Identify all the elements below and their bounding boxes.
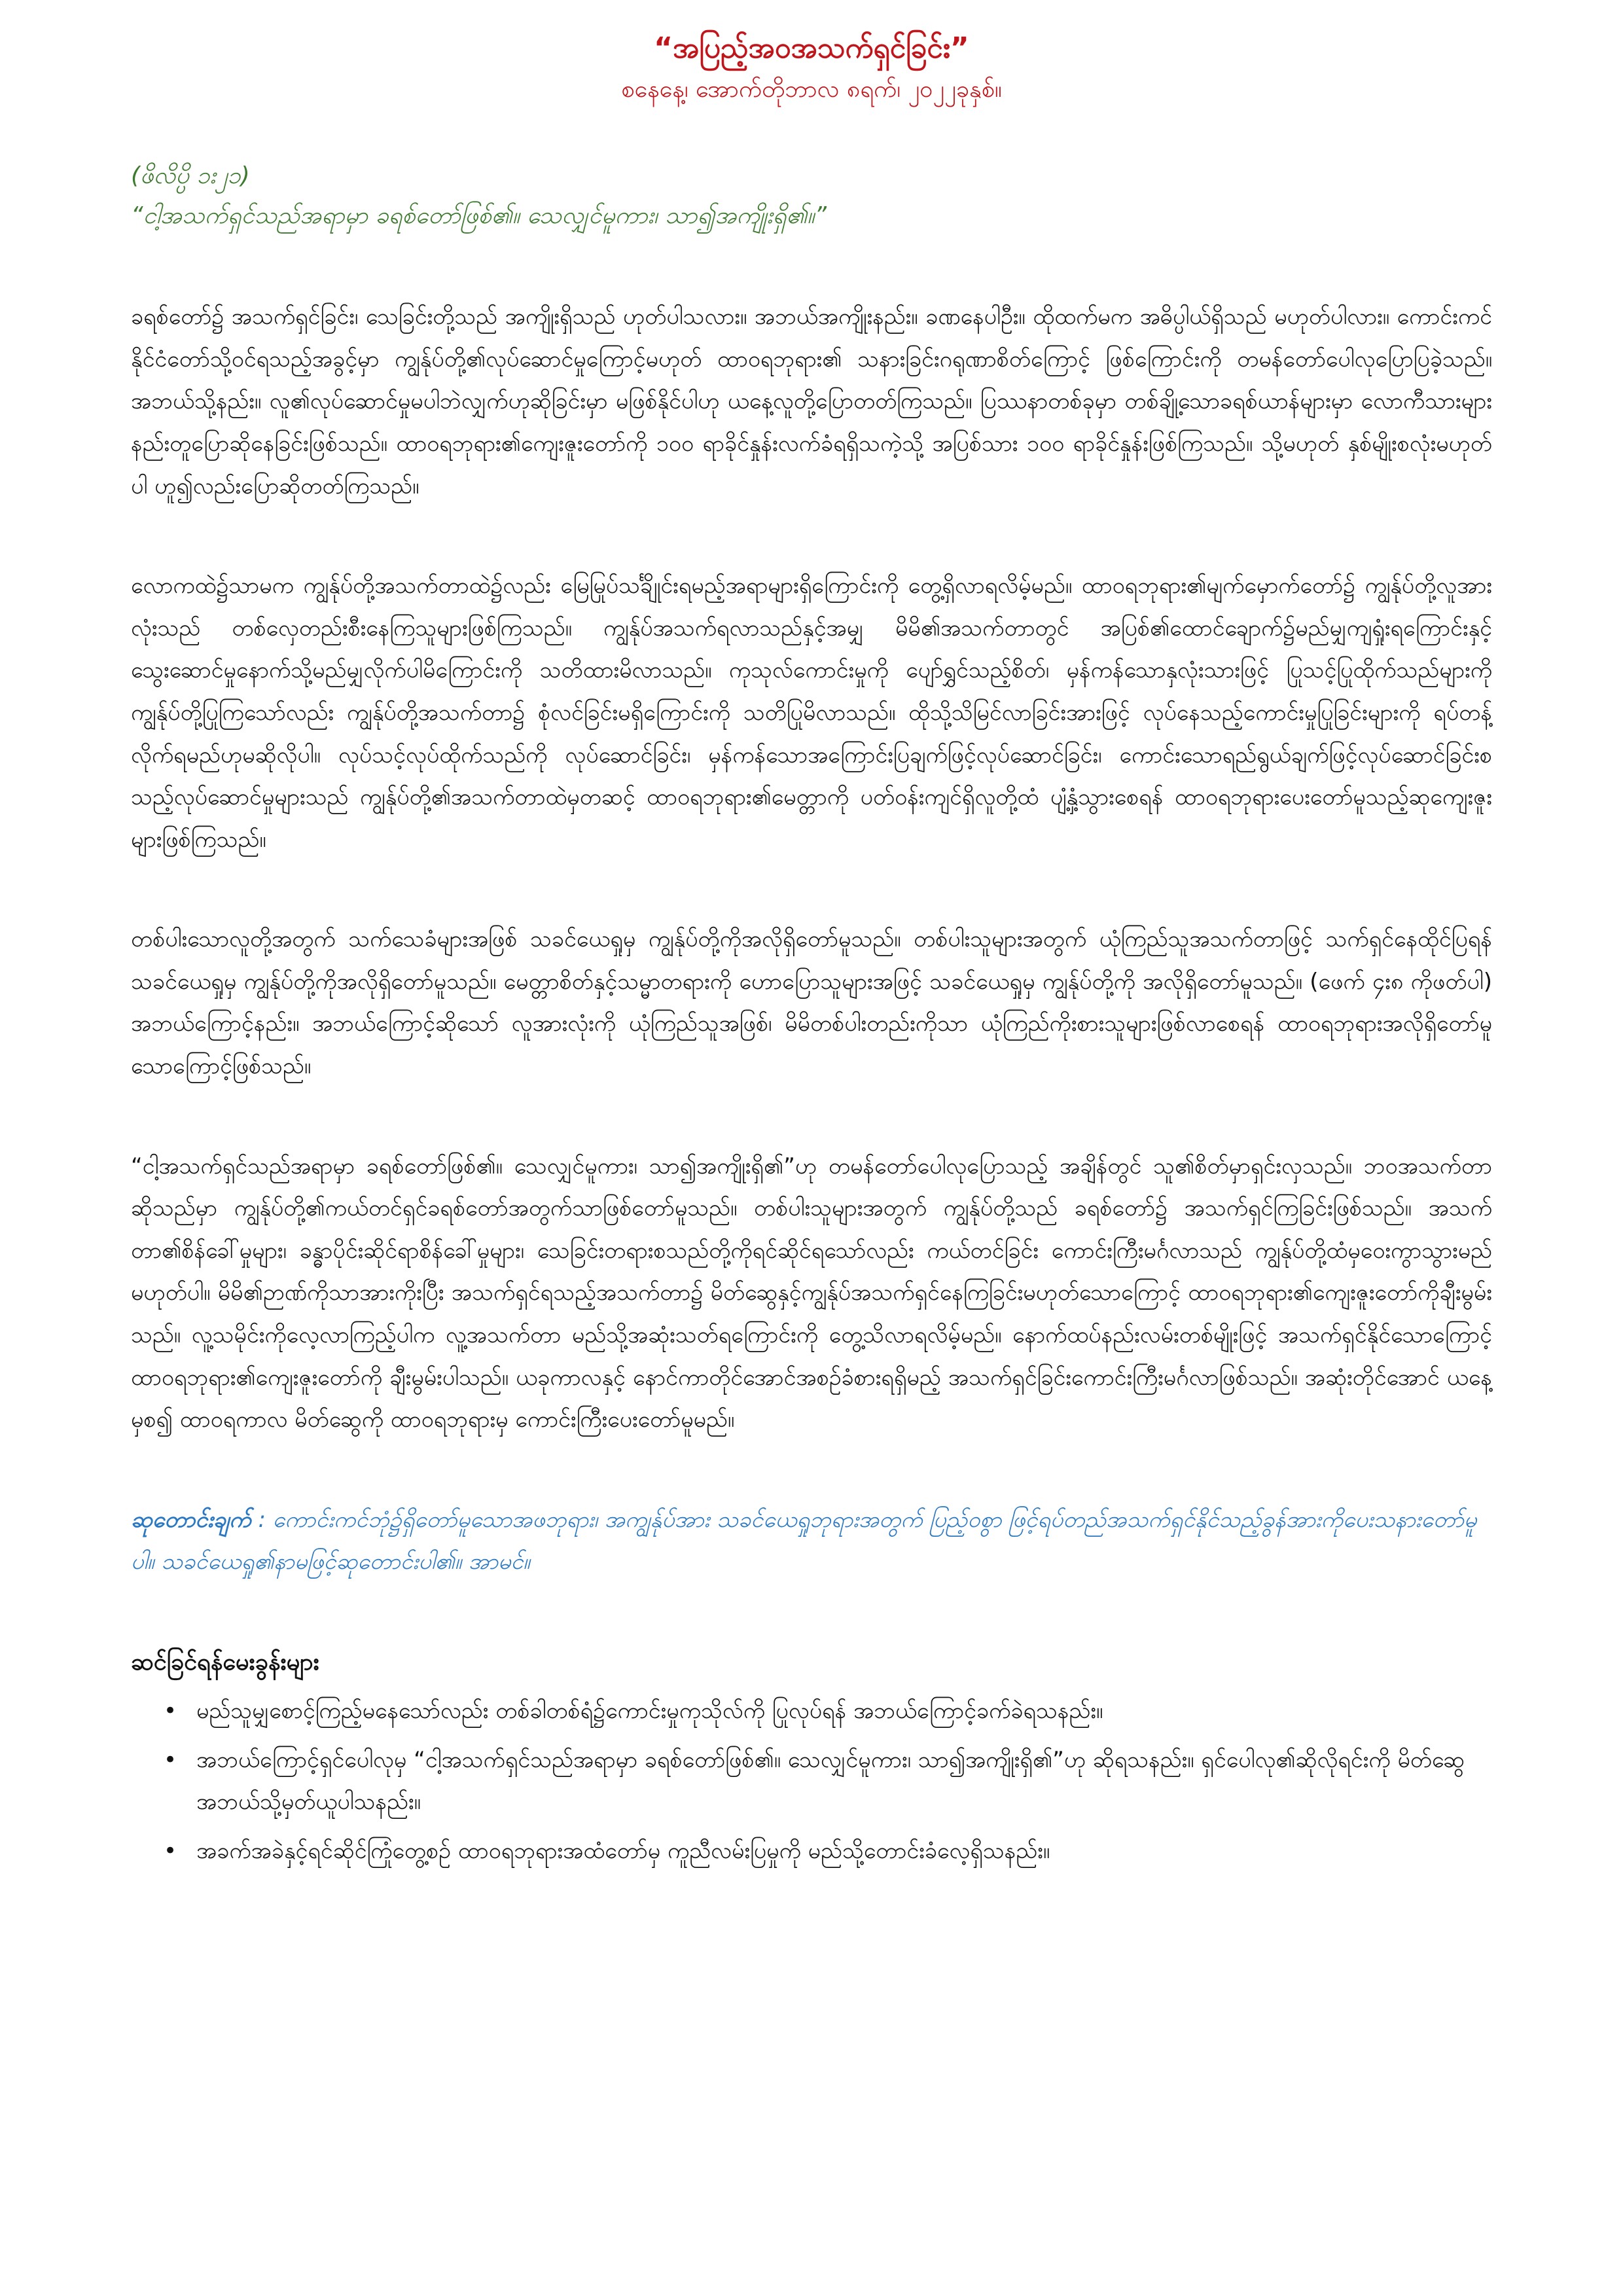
body-paragraph-2: လောကထဲ၌သာမက ကျွန်ုပ်တို့အသက်တာထဲ၌လည်း မြေမြုပ်သင်္ချိုင်းရမည့်အရာများရှိကြောင်းကို တွေ့ရှိလာရလိမ့်မည်။ ထာဝရဘုရား၏မျက်မှောက်တော်၌ ကျွန်ုပ်တို့လူအားလုံးသည် တစ်လှေတည်းစီးနေကြသူများဖြစ်ကြသည်။ ကျွန်ုပ်အသက်ရလာသည်နှင့်အမျှ မိမိ၏အသက်တာတွင် အပြစ်၏ထောင်ချောက်၌မည်မျှကျရှုံးရကြောင်းနှင့် သွေးဆောင်မှုနောက်သို့မည်မျှလိုက်ပါမိကြောင်းကို သတိထားမိလာသည်။ ကုသုလ်ကောင်းမှုကို ပျော်ရွှင်သည့်စိတ်၊ မှန်ကန်သောနှလုံးသားဖြင့် ပြုသင့်ပြုထိုက်သည်များကို ကျွန်ုပ်တို့ပြုကြသော်လည်း ကျွန်ုပ်တို့အသက်တာ၌ စုံလင်ခြင်းမရှိကြောင်းကို သတိပြုမိလာသည်။ ထိုသို့သိမြင်လာခြင်းအားဖြင့် လုပ်နေသည့်ကောင်းမှုပြုခြင်းများကို ရပ်တန့်လိုက်ရမည်ဟုမဆိုလိုပါ။ လုပ်သင့်လုပ်ထိုက်သည်ကို လုပ်ဆောင်ခြင်း၊ မှန်ကန်သောအကြောင်းပြချက်ဖြင့်လုပ်ဆောင်ခြင်း၊ ကောင်းသောရည်ရွယ်ချက်ဖြင့်လုပ်ဆောင်ခြင်းစသည့်လုပ်ဆောင်မှုများသည် ကျွန်ုပ်တို့၏အသက်တာထဲမှတဆင့် ထာဝရဘုရား၏မေတ္တာကို ပတ်ဝန်းကျင်ရှိလူတို့ထံ ပျံ့နှံ့သွားစေရန် ထာဝရဘုရားပေးတော်မူသည့်ဆုကျေးဇူးများဖြစ်ကြသည်။ (131, 573, 1492, 853)
body-paragraph-4: “ငါ့အသက်ရှင်သည်အရာမှာ ခရစ်တော်ဖြစ်၏။ သေလျှင်မူကား၊ သာ၍အကျိုးရှိ၏”ဟု တမန်တော်ပေါလုပြောသည့် အချိန်တွင် သူ၏စိတ်မှာရှင်းလှသည်။ ဘဝအသက်တာဆိုသည်မှာ ကျွန်ုပ်တို့၏ကယ်တင်ရှင်ခရစ်တော်အတွက်သာဖြစ်တော်မူသည်။ တစ်ပါးသူများအတွက် ကျွန်ုပ်တို့သည် ခရစ်တော်၌ အသက်ရှင်ကြခြင်းဖြစ်သည်။ အသက်တာ၏စိန်ခေါ်မှုများ၊ ခန္ဓာပိုင်းဆိုင်ရာစိန်ခေါ်မှုများ၊ သေခြင်းတရားစသည်တို့ကိုရင်ဆိုင်ရသော်လည်း ကယ်တင်ခြင်း ကောင်းကြီးမင်္ဂလာသည် ကျွန်ုပ်တို့ထံမှဝေးကွာသွားမည်မဟုတ်ပါ။ မိမိ၏ဉာဏ်ကိုသာအားကိုးပြီး အသက်ရှင်ရသည့်အသက်တာ၌ မိတ်ဆွေနှင့်ကျွန်ုပ်အသက်ရှင်နေကြခြင်းမဟုတ်သောကြောင့် ထာဝရဘုရား၏ကျေးဇူးတော်ကိုချီးမွမ်းသည်။ လူ့သမိုင်းကိုလေ့လာကြည့်ပါက လူ့အသက်တာ မည်သို့အဆုံးသတ်ရကြောင်းကို တွေ့သိလာရလိမ့်မည်။ နောက်ထပ်နည်းလမ်းတစ်မျိုးဖြင့် အသက်ရှင်နိုင်သောကြောင့် ထာဝရဘုရား၏ကျေးဇူးတော်ကို ချီးမွမ်းပါသည်။ ယခုကာလနှင့် နောင်ကာတိုင်အောင်အစဉ်ခံစားရရှိမည့် အသက်ရှင်ခြင်းကောင်းကြီးမင်္ဂလာဖြစ်သည်။ အဆုံးတိုင်အောင် ယနေ့မှစ၍ ထာဝရကာလ မိတ်ဆွေကို ထာဝရဘုရားမှ ကောင်းကြီးပေးတော်မူမည်။ (131, 1153, 1492, 1433)
bullet-icon: • (164, 1837, 177, 1864)
list-item (164, 1690, 1492, 1732)
list-item (164, 1739, 1492, 1823)
verse-text: “ငါ့အသက်ရှင်သည်အရာမှာ ခရစ်တော်ဖြစ်၏။ သေလျှင်မူကား၊ သာ၍အကျိုးရှိ၏။” (131, 202, 827, 229)
page-date: စနေနေ့၊ အောက်တိုဘာလ ၈ရက်၊ ၂၀၂၂ခုနှစ်။ (621, 76, 1002, 103)
questions-list (131, 1690, 1492, 1872)
body-paragraph-1: ခရစ်တော်၌ အသက်ရှင်ခြင်း၊ သေခြင်းတို့သည် အကျိုးရှိသည် ဟုတ်ပါသလား။ အဘယ်အကျိုးနည်း။ ခဏနေပါဦး။ ထိုထက်မက အဓိပ္ပါယ်ရှိသည် မဟုတ်ပါလား။ ကောင်းကင်နိုင်ငံတော်သို့ဝင်ရသည့်အခွင့်မှာ ကျွန်ုပ်တို့၏လုပ်ဆောင်မှုကြောင့်မဟုတ် ထာဝရဘုရား၏ သနားခြင်းဂရုဏာစိတ်ကြောင့် ဖြစ်ကြောင်းကို တမန်တော်ပေါလုပြောပြခဲ့သည်။ အဘယ်သို့နည်း။ လူ၏လုပ်ဆောင်မှုမပါဘဲလျှက်ဟုဆိုခြင်းမှာ မဖြစ်နိုင်ပါဟု ယနေ့လူတို့ပြောတတ်ကြသည်။ ပြဿနာတစ်ခုမှာ တစ်ချို့သောခရစ်ယာန်များမှာ လောကီသားများနည်းတူပြောဆိုနေခြင်းဖြစ်သည်။ ထာဝရဘုရား၏ကျေးဇူးတော်ကို ၁၀၀ ရာခိုင်နှုန်းလက်ခံရရှိသကဲ့သို့ အပြစ်သား ၁၀၀ ရာခိုင်နှုန်းဖြစ်ကြသည်။ သို့မဟုတ် နှစ်မျိုးစလုံးမဟုတ်ပါ ဟူ၍လည်းပြောဆိုတတ်ကြသည်။ (131, 304, 1492, 499)
body-paragraph-3: တစ်ပါးသောလူတို့အတွက် သက်သေခံများအဖြစ် သခင်ယေရှုမှ ကျွန်ုပ်တို့ကိုအလိုရှိတော်မူသည်။ တစ်ပါးသူများအတွက် ယုံကြည်သူအသက်တာဖြင့် သက်ရှင်နေထိုင်ပြရန် သခင်ယေရှုမှ ကျွန်ုပ်တို့ကိုအလိုရှိတော်မူသည်။ မေတ္တာစိတ်နှင့်သမ္မာတရားကို ဟောပြောသူများအဖြင့် သခင်ယေရှုမှ ကျွန်ုပ်တို့ကို အလိုရှိတော်မူသည်။ (ဖေက် ၄း၈ ကိုဖတ်ပါ) အဘယ်ကြောင့်နည်း။ အဘယ်ကြောင့်ဆိုသော် လူအားလုံးကို ယုံကြည်သူအဖြစ်၊ မိမိတစ်ပါးတည်းကိုသာ ယုံကြည်ကိုးစားသူများဖြစ်လာစေရန် ထာဝရဘုရားအလိုရှိတော်မူသောကြောင့်ဖြစ်သည်။ (131, 926, 1492, 1080)
bullet-icon: • (164, 1746, 177, 1773)
verse-reference: (ဖိလိပ္ပိ ၁း၂၁) (131, 162, 250, 189)
prayer-section (131, 1499, 1492, 1583)
list-item (164, 1830, 1492, 1873)
question-text: အခက်အခဲနှင့်ရင်ဆိုင်ကြုံတွေ့စဉ် ထာဝရဘုရားအထံတော်မှ ကူညီလမ်းပြမှုကို မည်သို့တောင်းခံလေ့ရှိသနည်း။ (196, 1837, 1050, 1864)
prayer-separator: : (251, 1506, 273, 1533)
questions-title: ဆင်ခြင်ရန်မေးခွန်းများ (131, 1649, 319, 1676)
page-title: “အပြည့်အဝအသက်ရှင်ခြင်း” (654, 31, 969, 65)
prayer-text: ကောင်းကင်ဘုံ၌ရှိတော်မူသောအဖဘုရား၊ အကျွန်ုပ်အား သခင်ယေရှုဘုရားအတွက် ပြည့်ဝစွာ ဖြင့်ရပ်တည်အသက်ရှင်နိုင်သည့်ခွန်အားကိုပေးသနားတော်မူပါ။ သခင်ယေရှု၏နာမဖြင့်ဆုတောင်းပါ၏။ အာမင်။ (131, 1506, 1477, 1575)
question-text: မည်သူမျှစောင့်ကြည့်မနေသော်လည်း တစ်ခါတစ်ရံ၌ကောင်းမှုကုသိုလ်ကို ပြုလုပ်ရန် အဘယ်ကြောင့်ခက်ခဲရသနည်း။ (196, 1698, 1103, 1725)
question-text: အဘယ်ကြောင့်ရှင်ပေါလုမှ “ငါ့အသက်ရှင်သည်အရာမှာ ခရစ်တော်ဖြစ်၏။ သေလျှင်မူကား၊ သာ၍အကျိုးရှိ၏”ဟု ဆိုရသနည်း။ ရှင်ပေါလု၏ဆိုလိုရင်းကို မိတ်ဆွေအဘယ်သို့မှတ်ယူပါသနည်း။ (196, 1746, 1465, 1816)
bullet-icon: • (164, 1698, 177, 1725)
prayer-label: ဆုတောင်းချက် (131, 1506, 251, 1533)
